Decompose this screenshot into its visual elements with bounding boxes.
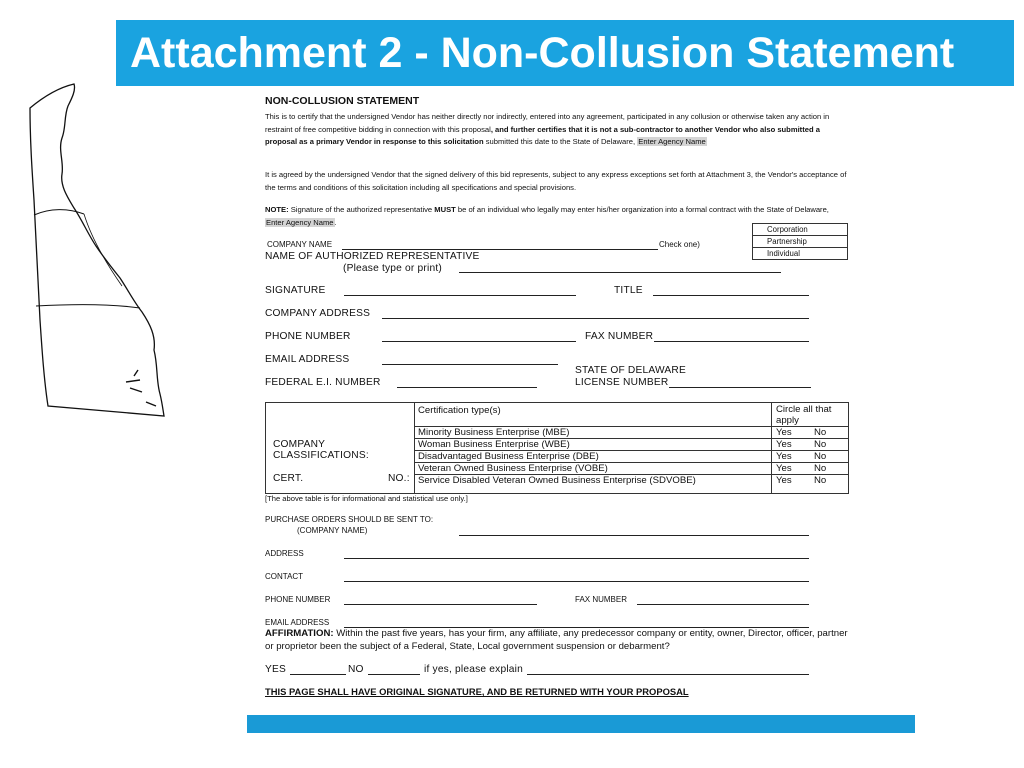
no-line[interactable] xyxy=(368,674,420,675)
yes-no-row xyxy=(772,426,848,438)
footer-statement: THIS PAGE SHALL HAVE ORIGINAL SIGNATURE, AND BE RETURNED WITH YOUR PROPOSAL xyxy=(265,686,689,697)
yes-label: YES xyxy=(265,664,286,675)
note-text: Signature of the authorized representative xyxy=(288,205,435,214)
yes-no-row xyxy=(772,438,848,450)
note-text-2: be of an individual who legally may enter his/her organization into a formal contract with the State of Delaware, xyxy=(455,205,829,214)
slide-title: Attachment 2 - Non-Collusion Statement xyxy=(116,20,1014,86)
vendor-type-partnership[interactable]: Partnership xyxy=(753,236,847,248)
certification-types-header: Certification type(s) xyxy=(418,405,501,416)
vendor-type-individual[interactable]: Individual xyxy=(767,249,800,258)
cert-row-dbe: Disadvantaged Business Enterprise (DBE) xyxy=(414,450,771,462)
classification-left-cell xyxy=(266,403,415,493)
vendor-type-corporation[interactable]: Corporation xyxy=(753,224,847,236)
po-phone-label: PHONE NUMBER xyxy=(265,595,331,604)
classification-table xyxy=(265,402,849,494)
contact-line[interactable] xyxy=(344,581,809,582)
cert-label: CERT. xyxy=(273,473,304,484)
email-label: EMAIL ADDRESS xyxy=(265,354,350,365)
authorized-rep-line[interactable] xyxy=(459,272,781,273)
no-option[interactable]: No xyxy=(814,463,827,474)
note-agency-name-field[interactable]: Enter Agency Name xyxy=(266,217,334,227)
no-option[interactable]: No xyxy=(814,475,827,486)
email-line[interactable] xyxy=(382,364,558,365)
table-note: [The above table is for informational and statistical use only.] xyxy=(265,494,468,503)
address-label: ADDRESS xyxy=(265,549,304,558)
purchase-orders-label: PURCHASE ORDERS SHOULD BE SENT TO: xyxy=(265,515,434,524)
signature-line[interactable] xyxy=(344,295,576,296)
po-company-name-label: (COMPANY NAME) xyxy=(297,526,368,535)
cert-row-mbe: Minority Business Enterprise (MBE) xyxy=(414,426,771,438)
agreement-paragraph: It is agreed by the undersigned Vendor that the signed delivery of this bid represents, subject to any express exceptions set forth at Attachment 3, the Vendor's acceptance of the terms and conditions of this solicitation including all specifications and special provisions. xyxy=(265,170,847,192)
yes-option[interactable]: Yes xyxy=(776,427,792,438)
circle-all-header-1: Circle all that xyxy=(776,404,832,415)
note-end: . xyxy=(334,217,337,227)
yes-no-row xyxy=(772,462,848,474)
title-label: TITLE xyxy=(614,285,643,296)
license-line[interactable] xyxy=(669,387,811,388)
po-email-label: EMAIL ADDRESS xyxy=(265,618,330,627)
company-address-label: COMPANY ADDRESS xyxy=(265,308,371,319)
yes-option[interactable]: Yes xyxy=(776,439,792,450)
explain-line[interactable] xyxy=(527,674,809,675)
phone-label: PHONE NUMBER xyxy=(265,331,351,342)
company-address-line[interactable] xyxy=(382,318,809,319)
vendor-type-box xyxy=(752,223,848,260)
cert-row-vobe: Veteran Owned Business Enterprise (VOBE) xyxy=(414,462,771,474)
po-company-name-line[interactable] xyxy=(459,535,809,536)
no-label: NO xyxy=(348,664,364,675)
fein-line[interactable] xyxy=(397,387,537,388)
phone-line[interactable] xyxy=(382,341,576,342)
affirmation-label: AFFIRMATION: xyxy=(265,628,334,639)
title-line[interactable] xyxy=(653,295,809,296)
yes-option[interactable]: Yes xyxy=(776,463,792,474)
cert-row-wbe: Woman Business Enterprise (WBE) xyxy=(414,438,771,450)
certification-paragraph xyxy=(265,111,849,149)
delaware-outline xyxy=(30,84,164,416)
please-type-label: (Please type or print) xyxy=(343,263,442,274)
no-option[interactable]: No xyxy=(814,427,827,438)
address-line[interactable] xyxy=(344,558,809,559)
fein-label: FEDERAL E.I. NUMBER xyxy=(265,377,381,388)
authorized-rep-label: NAME OF AUTHORIZED REPRESENTATIVE xyxy=(265,251,480,262)
certification-types-column xyxy=(414,403,772,493)
license-label: LICENSE NUMBER xyxy=(575,377,669,388)
agency-name-field[interactable]: Enter Agency Name xyxy=(638,137,706,147)
yes-line[interactable] xyxy=(290,674,346,675)
fax-line[interactable] xyxy=(654,341,809,342)
po-phone-line[interactable] xyxy=(344,604,537,605)
form-heading: NON-COLLUSION STATEMENT xyxy=(265,95,420,107)
cert-row-sdvobe: Service Disabled Veteran Owned Business Enterprise (SDVOBE) xyxy=(414,474,771,486)
yes-no-row xyxy=(772,474,848,486)
check-one-label: Check one) xyxy=(659,240,700,249)
fax-label: FAX NUMBER xyxy=(585,331,654,342)
circle-all-header-2: apply xyxy=(776,415,799,426)
cert-no-label: NO.: xyxy=(388,473,410,484)
contact-label: CONTACT xyxy=(265,572,304,581)
circle-all-column xyxy=(772,403,848,493)
note-label: NOTE: xyxy=(265,205,289,214)
yes-option[interactable]: Yes xyxy=(776,475,792,486)
yes-no-row xyxy=(772,450,848,462)
po-fax-line[interactable] xyxy=(637,604,809,605)
no-option[interactable]: No xyxy=(814,451,827,462)
para1-text: This is to certify that the undersigned Vendor has neither directly nor indirectly, entered into any agreement, participated in any collusion or otherwise taken any action in restraint of free competitive bidding in connection with this proposal xyxy=(265,112,830,134)
affirmation-text: Within the past five years, has your firm, any affiliate, any predecessor company or entity, owner, Director, officer, partner or proprietor been the subject of a Federal, State, Local government suspension or debarment? xyxy=(265,628,848,652)
po-fax-label: FAX NUMBER xyxy=(575,595,628,604)
signature-label: SIGNATURE xyxy=(265,285,326,296)
company-classifications-label-1: COMPANY xyxy=(273,439,326,450)
must-text: MUST xyxy=(434,205,456,214)
bottom-accent-bar xyxy=(247,715,915,733)
para1-text-end: submitted this date to the State of Delaware, xyxy=(483,137,638,147)
company-name-label: COMPANY NAME xyxy=(267,240,333,249)
state-label: STATE OF DELAWARE xyxy=(575,365,686,376)
no-option[interactable]: No xyxy=(814,439,827,450)
affirmation-paragraph xyxy=(265,628,849,653)
company-classifications-label-2: CLASSIFICATIONS: xyxy=(273,450,369,461)
delaware-map-illustration xyxy=(22,80,172,420)
explain-label: if yes, please explain xyxy=(424,664,523,675)
yes-option[interactable]: Yes xyxy=(776,451,792,462)
para1-bold-text: , and further certifies that it is not a sub-contractor to another Vendor who also submitted a proposal as a primary Vendor in response to this solicitation xyxy=(265,124,820,147)
non-collusion-form xyxy=(265,94,849,704)
